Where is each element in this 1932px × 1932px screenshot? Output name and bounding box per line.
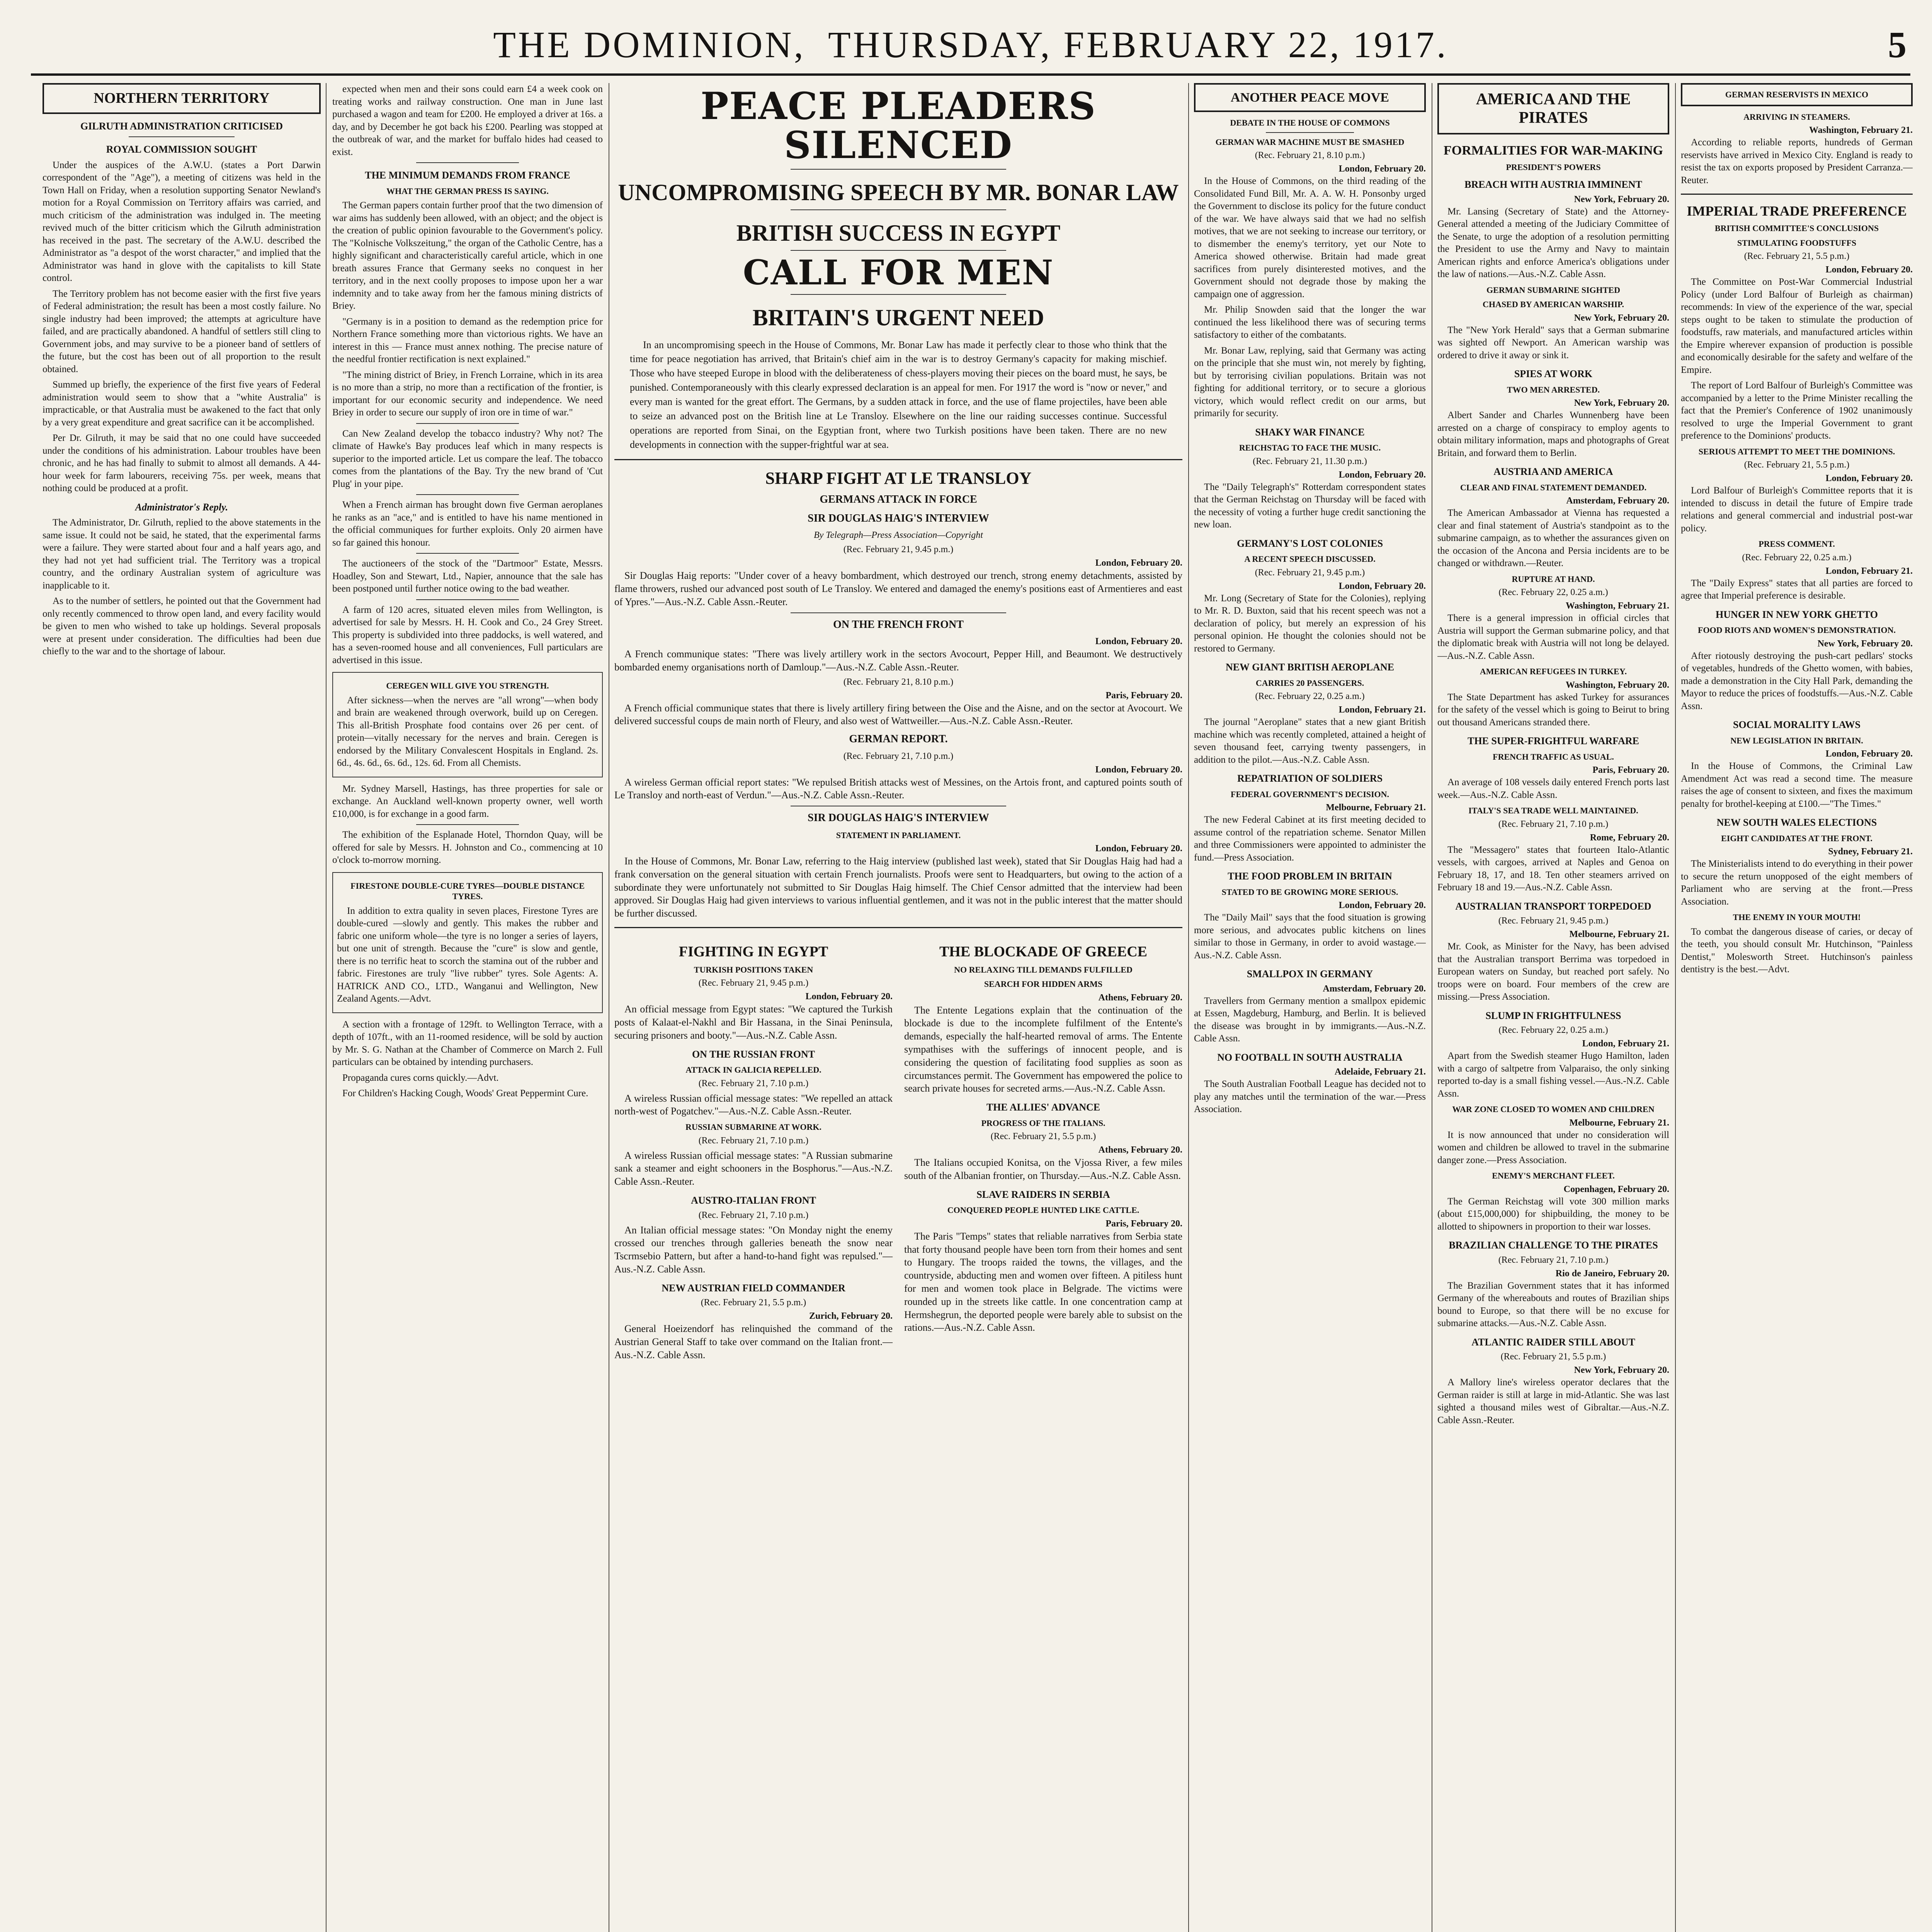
headline: THE MINIMUM DEMANDS FROM FRANCE (365, 170, 570, 181)
headline: SOCIAL MORALITY LAWS (1733, 719, 1861, 731)
article-paragraph: Mr. Philip Snowden said that the longer the war continued the less likelihood there was of securing terms satisfactory to either of the combatants. (1194, 304, 1426, 340)
received-time: (Rec. February 21, 8.10 p.m.) (1255, 150, 1365, 161)
article-paragraph: A Mallory line's wireless operator declares that the German raider is still at large in mid-Atlantic. She was last sighted a thousand miles west of Gibraltar.—Aus.-N.Z. Cable Assn.-Reuter. (1437, 1377, 1669, 1425)
dateline: London, February 21. (1338, 705, 1426, 715)
article-paragraph: The journal "Aeroplane" states that a new giant British machine which was recently completed, attained a height of seven thousand feet, carrying twenty passengers, in addition to the pilot.—Aus.-N.Z. Cable Assn. (1194, 717, 1426, 765)
headline: GERMAN RESERVISTS IN MEXICO (1725, 90, 1869, 99)
article-paragraph: The auctioneers of the stock of the "Dartmoor" Estate, Messrs. Hoadley, Son and Stewart, Ltd., Napier, announce that the sale has been postponed until further notice owing to the bad weather. (332, 558, 603, 594)
article-paragraph: As to the number of settlers, he pointed out that the Government had only recently commenced to throw open land, and every facility would be given to men who wished to take up holdings. Several proposals were at present under consideration. The difficulties had been due chiefly to the war and to the shortage of labour. (43, 596, 321, 657)
article-paragraph: "The mining district of Briey, in French Lorraine, which in its area is no more than a strip, no more than a rectification of the frontier, is important for our economic security and independence. We need Briey in order to secure our supply of iron ore in time of war." (332, 369, 603, 418)
subheadline: NEW LEGISLATION IN BRITAIN. (1730, 735, 1863, 745)
article-paragraph: The new Federal Cabinet at its first meeting decided to assume control of the repatriation scheme. Senator Millen and three Commissioners were appointed to administer the fund.—Press Association. (1194, 815, 1426, 863)
masthead (31, 15, 1910, 76)
received-time: (Rec. February 21, 9.45 p.m.) (843, 544, 954, 555)
subheadline: STATEMENT IN PARLIAMENT. (836, 830, 961, 840)
received-time: (Rec. February 22, 0.25 a.m.) (1742, 552, 1852, 563)
article-paragraph: The Entente Legations explain that the continuation of the blockade is due to the incomplete fulfilment of the Entente's demands, especially the half-hearted removal of arms. The Entente sympathises with the sufferings of innocent people, and is considering the question of facilitating food supplies as soon as circumstances permit. The Government has empowered the police to search private houses for secreted arms.—Aus.-N.Z. Cable Assn. (904, 1004, 1182, 1094)
article-paragraph: An average of 108 vessels daily entered French ports last week.—Aus.-N.Z. Cable Assn. (1437, 777, 1669, 800)
dateline: London, February 20. (1338, 469, 1426, 480)
dateline: Athens, February 20. (1098, 992, 1182, 1003)
subheadline: RUSSIAN SUBMARINE AT WORK. (685, 1122, 822, 1132)
subheadline: CLEAR AND FINAL STATEMENT DEMANDED. (1460, 482, 1647, 492)
dateline: London, February 20. (1338, 164, 1426, 174)
article-paragraph: The Committee on Post-War Commercial Industrial Policy (under Lord Balfour of Burleigh as chairman) recommends: In view of the experience of the war, special steps ought to be taken to stimulate the production of foodstuffs, raw materials, and manufactured articles within the Empire wherever expansion of production is possible and economically desirable for the safety and welfare of the Empire. (1681, 277, 1913, 375)
lower-left (614, 935, 893, 1365)
issue-date: THURSDAY, FEBRUARY 22, 1917. (828, 24, 1448, 65)
dateline: Washington, February 21. (1565, 601, 1669, 611)
article-paragraph: Albert Sander and Charles Wunnenberg have been arrested on a charge of conspiracy to employ agents to obtain military information, maps and photographs of Great Britain, and forward them to Berlin. (1437, 410, 1669, 458)
divider (129, 136, 235, 137)
headline: ON THE FRENCH FRONT (833, 618, 964, 631)
headline: BRITAIN'S URGENT NEED (752, 305, 1044, 331)
dateline: Copenhagen, February 20. (1563, 1184, 1669, 1194)
dateline: Rome, February 20. (1590, 832, 1669, 843)
article-paragraph: In the House of Commons, the Criminal Law Amendment Act was read a second time. The measure raises the age of consent to sixteen, and fixes the maximum penalty for brothel-keeping at £100.—"The Times." (1681, 761, 1913, 809)
dateline: Melbourne, February 21. (1326, 803, 1426, 813)
article-paragraph: It is now announced that under no consideration will women and children be allowed to travel in the submarine danger zone.—Press Association. (1437, 1129, 1669, 1165)
article-paragraph: The "Daily Express" states that all parties are forced to agree that Imperial preference is desirable. (1681, 578, 1913, 601)
dateline: London, February 20. (805, 992, 893, 1002)
dateline: Paris, February 20. (1105, 690, 1182, 701)
article-paragraph: A wireless Russian official message states: "We repelled an attack north-west of Pogatchev."—Aus.-N.Z. Cable Assn.-Reuter. (614, 1092, 893, 1117)
subheadline: EIGHT CANDIDATES AT THE FRONT. (1721, 833, 1872, 843)
divider (416, 824, 519, 825)
headline: NORTHERN TERRITORY (94, 90, 270, 106)
headline: NEW AUSTRIAN FIELD COMMANDER (662, 1282, 845, 1294)
subheadline: ARRIVING IN STEAMERS. (1743, 112, 1850, 122)
article-paragraph: Can New Zealand develop the tobacco industry? Why not? The climate of Hawke's Bay produces leaf which in many respects is superior to the imported article. Let us compare the leaf. The tobacco comes from the plantations of the Bay. Try the new brand of 'Cut Plug' in your pipe. (332, 428, 603, 489)
article-paragraph: Mr. Cook, as Minister for the Navy, has been advised that the Australian transport Berrima was torpedoed in European waters on Sunday, but reached port safely. No troops were on board. Four members of the crew are missing.—Press Association. (1437, 941, 1669, 1002)
subheadline: BREACH WITH AUSTRIA IMMINENT (1464, 179, 1642, 190)
article-paragraph: Under the auspices of the A.W.U. (states a Port Darwin correspondent of the "Age"), a meeting of citizens was held in the Town Hall on Friday, when a resolution supporting Senator Newland's motion for a Royal Commission on Territory affairs was carried, and much criticism of the administration was indulged in. The meeting revived much of the bitter criticism which the Gilruth administration has received in the past. The secretary of the A.W.U. described the Administrator as "a despot of the worst character," and implied that the Administrator was hand in glove with the capitalists to kill State control. (43, 160, 321, 284)
subheadline: Administrator's Reply. (135, 501, 228, 513)
subheadline: GILRUTH ADMINISTRATION CRITICISED (80, 120, 283, 132)
received-time: (Rec. February 21, 9.45 p.m.) (698, 978, 809, 988)
dateline: New York, February 20. (1574, 1365, 1669, 1376)
divider (614, 459, 1182, 460)
headline: THE FOOD PROBLEM IN BRITAIN (1228, 871, 1392, 882)
subheadline: REICHSTAG TO FACE THE MUSIC. (1239, 443, 1381, 453)
headline: RUPTURE AT HAND. (1512, 574, 1595, 584)
dateline: London, February 20. (1825, 473, 1913, 484)
subheadline: FOOD RIOTS AND WOMEN'S DEMONSTRATION. (1698, 625, 1896, 635)
dateline: New York, February 20. (1574, 194, 1669, 204)
subheadline: NO RELAXING TILL DEMANDS FULFILLED (954, 964, 1133, 975)
article-paragraph: In the House of Commons, Mr. Bonar Law, referring to the Haig interview (published last week), stated that Sir Douglas Haig had had a frank conversation on the general situation with certain French journalists. Proofs were sent to Headquarters, but owing to the action of a subordinate they were unfortunately not submitted to Sir Douglas Haig himself. The Chief Censor admitted that the interview had been approved. Sir Douglas Haig had given interviews to various influential gentlemen, and it was not in the public interest that the matter should be further discussed. (614, 855, 1182, 919)
paper-name: THE DOMINION (493, 24, 794, 65)
subheadline: ATTACK IN GALICIA REPELLED. (685, 1065, 821, 1075)
article-paragraph: A wireless Russian official message states: "A Russian submarine sank a steamer and eight schooners in the Bosphorus."—Aus.-N.Z. Cable Assn.-Reuter. (614, 1150, 893, 1187)
subheadline: SEARCH FOR HIDDEN ARMS (984, 979, 1103, 989)
ad-text: In addition to extra quality in seven places, Firestone Tyres are double-cured —slowly and gently. This makes the rubber and fabric one uniform whole—the tyre is no longer a series of layers, but one unit of strength. Because the "cure" is slow and gentle, there is no terrific heat to scorch the stamina out of the rubber and fabric. Firestones are truly "live rubber" tyres. Sole Agents: A. HATRICK AND CO., LTD., Wanganui and Wellington, New Zealand Agents.—Advt. (337, 905, 598, 1004)
divider (1266, 132, 1354, 133)
dateline: Paris, February 20. (1105, 1218, 1182, 1229)
subheadline: GERMAN WAR MACHINE MUST BE SMASHED (1215, 137, 1405, 147)
received-time: (Rec. February 21, 7.10 p.m.) (698, 1135, 809, 1146)
subheadline: DEBATE IN THE HOUSE OF COMMONS (1230, 118, 1390, 128)
divider (416, 423, 519, 424)
article-paragraph: According to reliable reports, hundreds of German reservists have arrived in Mexico City. England is ready to resist the tax on exports proposed by President Carranza.—Reuter. (1681, 137, 1913, 185)
headline: ON THE RUSSIAN FRONT (692, 1048, 815, 1060)
article-paragraph: A section with a frontage of 129ft. to Wellington Terrace, with a depth of 107ft., with an 11-roomed residence, will be sold by auction by Mr. S. G. Nathan at the Chamber of Commerce on March 2. Full particulars can be obtained by intending purchasers. (332, 1019, 603, 1067)
received-time: (Rec. February 21, 5.5 p.m.) (990, 1131, 1096, 1142)
article-paragraph: To combat the dangerous disease of caries, or decay of the teeth, you should consult Mr. Hutchinson, "Painless Dentist," Molesworth Street. Hutchinson's painless dentistry is the best.—Advt. (1681, 926, 1913, 975)
main-headline: PEACE PLEADERS SILENCED (701, 84, 1096, 167)
dateline: Sydney, February 21. (1828, 847, 1913, 857)
article-paragraph: The exhibition of the Esplanade Hotel, Thorndon Quay, will be offered for sale by Messrs. H. Johnston and Co., commencing at 10 o'clock to-morrow morning. (332, 830, 603, 865)
article-paragraph: An official message from Egypt states: "We captured the Turkish posts of Kalaat-el-Nakhl and Bir Hassana, in the Sinai Peninsula, securing prisoners and booty."—Aus.-N.Z. Cable Assn. (614, 1003, 893, 1041)
headline: SIR DOUGLAS HAIG'S INTERVIEW (808, 812, 989, 824)
headline: SHARP FIGHT AT LE TRANSLOY (765, 468, 1032, 488)
article-paragraph: A French communique states: "There was lively artillery work in the sectors Avocourt, Pepper Hill, and Beaumont. We destructively bombarded enemy organisations north of Damloup."—Aus.-N.Z. Cable Assn.-Reuter. (614, 648, 1182, 673)
subheadline: FRENCH TRAFFIC AS USUAL. (1493, 752, 1614, 762)
article-paragraph: The American Ambassador at Vienna has requested a clear and final statement of Austria's standpoint as to the submarine campaign, as to whether the assurances given on the occasion of the Ancona and Persia incidents are to be changed or withdrawn.—Reuter. (1437, 508, 1669, 569)
article-paragraph: The report of Lord Balfour of Burleigh's Committee was accompanied by a letter to the Prime Minister recalling the fact that the Premier's Conference of 1902 unanimously resolved to urge the Imperial Government to grant preference to the Dominions' products. (1681, 380, 1913, 441)
subheadline: ROYAL COMMISSION SOUGHT (106, 144, 257, 155)
received-time: (Rec. February 22, 0.25 a.m.) (1498, 1025, 1608, 1036)
dateline: London, February 21. (1582, 1039, 1669, 1049)
article-paragraph: The State Department has asked Turkey for assurances for the safety of the vessel which is going to Beirut to bring out thousand Americans stranded there. (1437, 692, 1669, 728)
article-paragraph: Per Dr. Gilruth, it may be said that no one could have succeeded under the conditions of his administration. Labour troubles have been chronic, and he has had finally to submit to almost all demands. A 44-hour week for farm labourers, receiving 75s. per week, means that nothing could be produced at a profit. (43, 433, 321, 494)
page-number: 5 (1888, 24, 1906, 65)
headline: FORMALITIES FOR WAR-MAKING (1444, 143, 1663, 158)
dateline: London, February 20. (1095, 636, 1182, 646)
headline: AUSTRO-ITALIAN FRONT (691, 1195, 816, 1206)
article-paragraph: The "Daily Mail" says that the food situation is growing more serious, and advocates public kitchens on lines similar to those in Germany, in order to avoid wastage.—Aus.-N.Z. Cable Assn. (1194, 912, 1426, 961)
dateline: Paris, February 20. (1592, 765, 1669, 776)
article-paragraph: After riotously destroying the push-cart pedlars' stocks of vegetables, hundreds of the Ghetto women, with babies, made a demonstration in the City Hall Park, demanding the Mayor to reduce the prices of foodstuffs.—Aus.-N.Z. Cable Assn. (1681, 650, 1913, 711)
received-time: (Rec. February 21, 8.10 p.m.) (843, 677, 954, 687)
wire-credit: By Telegraph—Press Association—Copyright (814, 530, 983, 541)
headline: BRITISH SUCCESS IN EGYPT (736, 220, 1061, 246)
article-paragraph: Propaganda cures corns quickly.—Advt. (342, 1072, 499, 1083)
masthead-title: THE DOMINION, THURSDAY, FEBRUARY 22, 1917. (493, 24, 1448, 65)
headline: UNCOMPROMISING SPEECH BY MR. BONAR LAW (618, 179, 1179, 205)
dateline: Melbourne, February 21. (1569, 929, 1669, 940)
subheadline: BRITISH COMMITTEE'S CONCLUSIONS (1714, 223, 1879, 233)
article-paragraph: Mr. Bonar Law, replying, said that Germany was acting on the principle that she must win, not merely by fighting, but by terrorising civilian populations. Britain was not fighting for additional territory, or to secure a glorious victory, which would reflect credit on our arms, but primarily for security. (1194, 345, 1426, 419)
dateline: New York, February 20. (1574, 398, 1669, 408)
dateline: Zurich, February 20. (809, 1311, 893, 1321)
headline: SHAKY WAR FINANCE (1255, 426, 1365, 438)
article-paragraph: The South Australian Football League has decided not to play any matches until the termination of the war.—Press Association. (1194, 1079, 1426, 1115)
article-paragraph: The "New York Herald" says that a German submarine was sighted off Newport. An American warship was ordered to drive it away or sink it. (1437, 325, 1669, 361)
ad-text: After sickness—when the nerves are "all wrong"—when body and brain are weakened through overwork, build up on Ceregen. This all-British Prosphate food contains over 26 per cent. of protein—vitally necessary for the nerves and brain. Ceregen is endorsed by the Military Convalescent Hospitals in England. 2s. 6d., 4s. 6d., 6s. 6d., 12s. 6d. From all Chemists. (337, 695, 598, 768)
article-paragraph: The Italians occupied Konitsa, on the Vjossa River, a few miles south of the Albanian frontier, on Thursday.—Aus.-N.Z. Cable Assn. (904, 1157, 1182, 1182)
article-paragraph: The Brazilian Government states that it has informed Germany of the whereabouts and routes of Brazilian ships bound to Europe, so that there will be no excuse for submarine attacks.—Aus.-N.Z. Cable Assn. (1437, 1280, 1669, 1329)
subheadline: A RECENT SPEECH DISCUSSED. (1244, 554, 1376, 564)
column-1 (43, 83, 321, 1932)
dateline: New York, February 20. (1817, 638, 1913, 649)
received-time: (Rec. February 21, 5.5 p.m.) (1744, 460, 1850, 470)
dateline: Melbourne, February 21. (1569, 1117, 1669, 1128)
article-paragraph: The Territory problem has not become easier with the first five years of Federal administration; the result has been a most costly failure. No single industry had been improved; the attempts at agriculture have failed, and are practically abandoned. A handful of settlers still cling to Government jobs, and may survive to be a pioneer band of settlers of the future, but the cost has been out of all proportion to the result obtained. (43, 288, 321, 374)
article-paragraph: Sir Douglas Haig reports: "Under cover of a heavy bombardment, which destroyed our trench, strong enemy detachments, assisted by flame throwers, rushed our advanced post south of Le Transloy. We entered and damaged the enemy's positions east of Armentieres and east of Ypres."—Aus.-N.Z. Cable Assn.-Reuter. (614, 570, 1182, 607)
subheadline: FEDERAL GOVERNMENT'S DECISION. (1230, 789, 1389, 799)
article-paragraph: The German Reichstag will vote 300 million marks (about £15,000,000) for shipbuilding, the money to be allotted to shipowners in proportion to their war losses. (1437, 1196, 1669, 1232)
article-paragraph: The Paris "Temps" states that reliable narratives from Serbia state that forty thousand people have been torn from their homes and sent to Hungary. The troops raided the towns, the villages, and the countryside, abducting men and women over fifteen. A pitiless hunt for men and women took place in Belgrade. The victims were rounded up in the streets like cattle. In one concentration camp at Hermshegrun, the deported people were barely able to subsist on the rations.—Aus.-N.Z. Cable Assn. (904, 1230, 1182, 1333)
article-paragraph: Travellers from Germany mention a smallpox epidemic at Essen, Magdeburg, Hamburg, and Berlin. It is believed the disease was brought in by immigrants.—Aus.-N.Z. Cable Assn. (1194, 995, 1426, 1044)
headline: NEW SOUTH WALES ELECTIONS (1716, 817, 1877, 828)
dateline: Amsterdam, February 20. (1323, 983, 1426, 994)
dateline: London, February 21. (1825, 566, 1913, 576)
headline: PRESS COMMENT. (1759, 539, 1835, 549)
subheadline: PRESIDENT'S POWERS (1506, 162, 1601, 172)
article-paragraph: expected when men and their sons could earn £4 a week cook on treating works and railway construction. One man in June last purchased a wagon and team for £200. He employed a driver at 16s. a day, and by December he got back his £200. Pearling was stopped at the outbreak of war, and the market for buffalo hides had ceased to exist. (332, 84, 603, 157)
divider (416, 599, 519, 600)
column-7 (1685, 83, 1913, 1932)
column-rule (1188, 83, 1189, 1932)
article-paragraph: A wireless German official report states: "We repulsed British attacks west of Messines, on the Artois front, and captured points south of Le Transloy and north-east of Verdun."—Aus.-N.Z. Cable Assn.-Reuter. (614, 776, 1182, 801)
headline: NEW GIANT BRITISH AEROPLANE (1225, 662, 1395, 673)
article-paragraph: "Germany is in a position to demand as the redemption price for Northern France something more than victorious rights. We have an interest in this — France must annex nothing. The precise nature of the needful frontier rectification is next explained." (332, 316, 603, 364)
headline: WAR ZONE CLOSED TO WOMEN AND CHILDREN (1452, 1104, 1655, 1114)
column-4 (1194, 83, 1426, 1932)
headline: SLUMP IN FRIGHTFULNESS (1485, 1010, 1621, 1021)
headline: ATLANTIC RAIDER STILL ABOUT (1471, 1336, 1635, 1348)
article-paragraph: Mr. Lansing (Secretary of State) and the Attorney-General attended a meeting of the Judiciary Committee of the Senate, to urge the adoption of a resolution permitting the President to use the Army and Navy to maintain American rights and enforce America's obligations under the law of nations.—Aus.-N.Z. Cable Assn. (1437, 206, 1669, 280)
headline: IMPERIAL TRADE PREFERENCE (1687, 203, 1907, 219)
headline: SLAVE RAIDERS IN SERBIA (976, 1189, 1110, 1200)
headline-box (43, 83, 321, 114)
article-paragraph: Lord Balfour of Burleigh's Committee reports that it is intended to discuss in detail the future of Empire trade relations and general commercial and industrial post-war policy. (1681, 485, 1913, 534)
article-paragraph: General Hoeizendorf has relinquished the command of the Austrian General Staff to take over command on the Italian front.—Aus.-N.Z. Cable Assn. (614, 1323, 893, 1361)
dateline: Athens, February 20. (1098, 1145, 1182, 1155)
headline: FIGHTING IN EGYPT (679, 944, 828, 960)
headline: THE ALLIES' ADVANCE (986, 1102, 1100, 1113)
ad-heading: FIRESTONE DOUBLE-CURE TYRES—DOUBLE DISTANCE TYRES. (350, 881, 585, 901)
divider (416, 553, 519, 554)
received-time: (Rec. February 21, 7.10 p.m.) (1498, 1255, 1609, 1265)
dateline: London, February 20. (1095, 844, 1182, 854)
lower-right (904, 935, 1182, 1365)
article-paragraph: Summed up briefly, the experience of the first five years of Federal administration would seem to show that a "white Australia" is impracticable, or that Australia must be awakened to the fact that only by a very great expenditure and great sacrifice can it be accomplished. (43, 379, 321, 428)
dateline: London, February 20. (1825, 749, 1913, 759)
received-time: (Rec. February 21, 5.5 p.m.) (1500, 1352, 1606, 1362)
divider (614, 927, 1182, 928)
headline: THE ENEMY IN YOUR MOUTH! (1733, 912, 1861, 922)
divider (791, 209, 1007, 210)
article-paragraph: The German papers contain further proof that the two dimension of war aims has suddenly been allowed, with an object; and the object is the creation of public opinion favourable to the Government's policy. The "Kolnische Volkszeitung," the organ of the Catholic Centre, has a highly significant and characteristically careful article, which in one breath assures France that Germany seeks no conquest in her territory, and in the next coolly proposes to impose upon her a war indemnity and to take away from her the famous mining districts of Briey. (332, 200, 603, 311)
article-paragraph: The Administrator, Dr. Gilruth, replied to the above statements in the same issue. It could not be said, he stated, that the experimental farms were a failure. They were started about four and a half years ago, and they had not yet had sufficient trial. The Territory was a tropical country, and the ordinary Australian system of agriculture was inapplicable to it. (43, 517, 321, 591)
article-paragraph: A farm of 120 acres, situated eleven miles from Wellington, is advertised for sale by Messrs. H. H. Cook and Co., 24 Grey Street. This property is subdivided into three paddocks, is well watered, and has a seven-roomed house and all conveniences, Full particulars are advertised in this issue. (332, 604, 603, 665)
article-paragraph: Mr. Sydney Marsell, Hastings, has three properties for sale or exchange. An Auckland well-known property owner, well worth £10,000, is for exchange in a good farm. (332, 783, 603, 819)
dateline: Amsterdam, February 20. (1566, 496, 1669, 506)
subheadline: STATED TO BE GROWING MORE SERIOUS. (1221, 887, 1398, 897)
subheadline: GERMANS ATTACK IN FORCE (820, 493, 977, 506)
column-rule (1675, 83, 1676, 1932)
article-paragraph: The "Daily Telegraph's" Rotterdam correspondent states that the German Reichstag on Thursday will be faced with the necessity of voting a further huge credit sanctioning the new loan. (1194, 481, 1426, 530)
subheadline: SIR DOUGLAS HAIG'S INTERVIEW (808, 512, 989, 524)
received-time: (Rec. February 21, 9.45 p.m.) (1255, 567, 1365, 578)
headline: SMALLPOX IN GERMANY (1247, 968, 1373, 980)
article-paragraph: Mr. Long (Secretary of State for the Colonies), replying to Mr. R. D. Buxton, said that his recent speech was not a declaration of policy, but merely an expression of his personal opinion. He thought the colonies should not be restored to Germany. (1194, 593, 1426, 654)
article-paragraph: The Ministerialists intend to do everything in their power to secure the return unopposed of the eight members of Parliament who are serving at the front.—Press Association. (1681, 859, 1913, 907)
subheadline: PROGRESS OF THE ITALIANS. (981, 1118, 1105, 1128)
article-paragraph: Apart from the Swedish steamer Hugo Hamilton, laden with a cargo of saltpetre from Valparaiso, the only sinking reported to-day is a small fishing vessel.—Aus.-N.Z. Cable Assn. (1437, 1051, 1669, 1099)
headline: GERMAN REPORT. (849, 733, 948, 745)
received-time: (Rec. February 21, 5.5 p.m.) (1744, 251, 1850, 262)
headline: NO FOOTBALL IN SOUTH AUSTRALIA (1217, 1051, 1403, 1063)
headline: GERMAN SUBMARINE SIGHTED (1486, 285, 1620, 295)
headline: AUSTRALIAN TRANSPORT TORPEDOED (1455, 900, 1651, 912)
divider (791, 250, 1007, 251)
subheadline: CONQUERED PEOPLE HUNTED LIKE CATTLE. (947, 1205, 1139, 1215)
dateline: London, February 20. (1095, 558, 1182, 568)
headline: CALL FOR MEN (743, 252, 1054, 293)
received-time: (Rec. February 21, 5.5 p.m.) (701, 1298, 806, 1308)
divider (791, 169, 1007, 170)
subheadline: TURKISH POSITIONS TAKEN (694, 964, 813, 975)
article-paragraph: When a French airman has brought down five German aeroplanes he ranks as an "ace," and is entitled to have his name mentioned in the official communiques for further exploits. Only 20 airmen have so far gained this honour. (332, 500, 603, 548)
received-time: (Rec. February 21, 7.10 p.m.) (1498, 819, 1609, 829)
lower-columns (614, 935, 1182, 1365)
subheadline: WHAT THE GERMAN PRESS IS SAYING. (386, 186, 549, 196)
dateline: Rio de Janeiro, February 20. (1555, 1268, 1669, 1279)
dateline: New York, February 20. (1574, 313, 1669, 323)
headline-box (1194, 83, 1426, 112)
article-paragraph: In the House of Commons, on the third reading of the Consolidated Fund Bill, Mr. A. A. W. H. Ponsonby urged the Government to disclose its policy for the future conduct of the war. We have always said that we had no selfish motives, that we are not seeking to increase our territory, or to dismember the enemy's territory, yet our Note to America showed otherwise. Britain had made great sacrifices from purely disinterested motives, and the Government should not degrade those by making the campaign one of aggression. (1194, 176, 1426, 299)
article-paragraph: An Italian official message states: "On Monday night the enemy crossed our trenches through galleries beneath the snow near Tscrmsebio Pattern, but after a hand-to-hand fight was repulsed."—Aus.-N.Z. Cable Assn. (614, 1224, 893, 1275)
received-time: (Rec. February 21, 7.10 p.m.) (843, 751, 954, 761)
column-3-lead (614, 83, 1182, 1932)
headline: REPATRIATION OF SOLDIERS (1237, 773, 1383, 784)
headline: THE SUPER-FRIGHTFUL WARFARE (1468, 735, 1639, 747)
headline: THE BLOCKADE OF GREECE (939, 944, 1148, 960)
dateline: Adelaide, February 21. (1335, 1067, 1426, 1077)
article-paragraph: The "Messagero" states that fourteen Italo-Atlantic vessels, with cargoes, arrived at Naples and Genoa on February 18, 17, and 18. Ten other steamers arrived on February 18 and 19.—Aus.-N.Z. Cable Assn. (1437, 844, 1669, 893)
headline: ANOTHER PEACE MOVE (1231, 90, 1389, 105)
divider (791, 294, 1007, 295)
dateline: London, February 20. (1338, 900, 1426, 911)
headline: AUSTRIA AND AMERICA (1493, 466, 1613, 478)
received-time: (Rec. February 21, 11.30 p.m.) (1253, 456, 1367, 466)
subheadline: STIMULATING FOODSTUFFS (1737, 238, 1857, 248)
headline: GERMANY'S LOST COLONIES (1236, 537, 1383, 549)
received-time: (Rec. February 21, 7.10 p.m.) (698, 1078, 809, 1088)
column-5 (1437, 83, 1669, 1932)
subheadline: ITALY'S SEA TRADE WELL MAINTAINED. (1468, 806, 1638, 816)
headline: SERIOUS ATTEMPT TO MEET THE DOMINIONS. (1698, 446, 1895, 456)
article-paragraph: A French official communique states that there is lively artillery firing between the Oise and the Aisne, and on the sector at Avocourt. We delivered successful coups de main north of Fleury, and also west of Wattweiller.—Aus.-N.Z. Cable Assn.-Reuter. (614, 702, 1182, 727)
article-paragraph: For Children's Hacking Cough, Woods' Great Peppermint Cure. (342, 1088, 588, 1099)
headline-box (1437, 83, 1669, 134)
headline: BRAZILIAN CHALLENGE TO THE PIRATES (1449, 1240, 1658, 1251)
headline: ENEMY'S MERCHANT FLEET. (1492, 1171, 1615, 1181)
column-rule (326, 83, 327, 1932)
lead-summary: In an uncompromising speech in the House of Commons, Mr. Bonar Law has made it perfectly clear to those who think that the time for peace negotiation has arrived, that Britain's chief aim in the war is to destroy Germany's capacity for making mischief. Those who have steeped Europe in blood with the deliberateness of chess-players moving their pieces on the board must, he says, be punished. Contemporaneously with this clearly expressed declaration is an appeal for men. For 1917 the word is "now or never," and every man is wanted for the great effort. The Germans, by a sudden attack in force, and the use of flame projectiles, have been able to seize an advanced post on the British line at Le Transloy. Elsewhere on the line our raiding successes continue. Successful operations are reported from Sinai, on the Egyptian front, where two Turkish positions have been taken. There are no new developments in connection with the supper-frightful war at sea. (630, 339, 1167, 450)
received-time: (Rec. February 22, 0.25 a.m.) (1498, 587, 1608, 598)
dateline: Washington, February 21. (1809, 125, 1913, 135)
received-time: (Rec. February 22, 0.25 a.m.) (1255, 691, 1365, 702)
headline: HUNGER IN NEW YORK GHETTO (1716, 609, 1878, 620)
dateline: London, February 20. (1338, 581, 1426, 591)
received-time: (Rec. February 21, 7.10 p.m.) (698, 1210, 809, 1220)
divider (416, 494, 519, 495)
headline: SPIES AT WORK (1514, 368, 1593, 380)
dateline: Washington, February 20. (1565, 680, 1669, 690)
subheadline: CHASED BY AMERICAN WARSHIP. (1483, 299, 1624, 310)
article-paragraph: There is a general impression in official circles that Austria will support the German submarine policy, and that the diplomatic break with Austria will not long be delayed.—Aus.-N.Z. Cable Assn. (1437, 613, 1669, 661)
headline: AMERICAN REFUGEES IN TURKEY. (1480, 667, 1627, 677)
ad-heading: CEREGEN WILL GIVE YOU STRENGTH. (386, 681, 549, 690)
received-time: (Rec. February 21, 9.45 p.m.) (1498, 916, 1609, 926)
dateline: London, February 20. (1095, 764, 1182, 775)
subheadline: CARRIES 20 PASSENGERS. (1255, 678, 1364, 688)
dateline: London, February 20. (1825, 265, 1913, 275)
advertisement (332, 872, 603, 1013)
column-2 (332, 83, 603, 1932)
advertisement (332, 672, 603, 777)
divider (416, 162, 519, 163)
subheadline: TWO MEN ARRESTED. (1507, 384, 1600, 395)
headline: AMERICA AND THE PIRATES (1476, 90, 1631, 127)
divider (791, 612, 1007, 613)
